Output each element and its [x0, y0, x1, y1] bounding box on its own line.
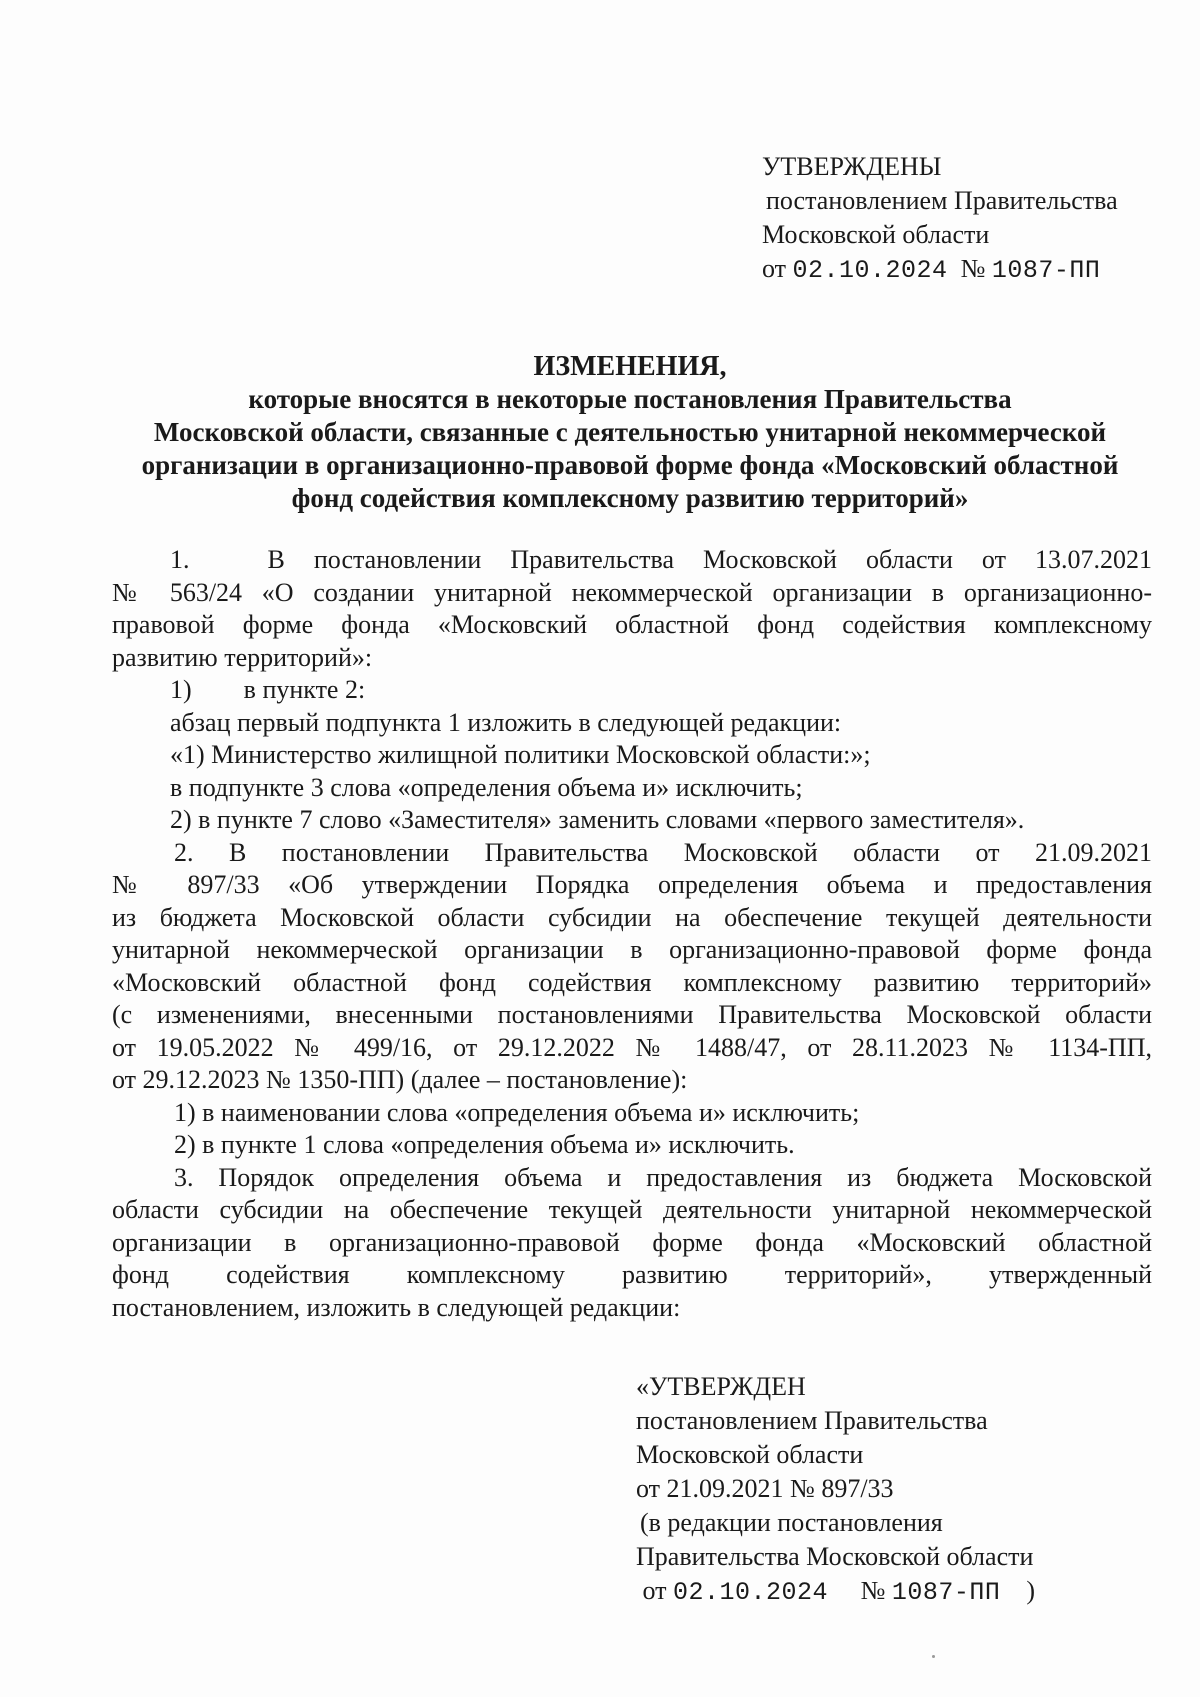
- title-line-1: которые вносятся в некоторые постановления Правительства: [248, 384, 1012, 414]
- p1-line-3: правовой форме фонда «Московский областной фонд содействия комплексному: [112, 610, 1152, 639]
- approval-line-2: Московской области: [762, 220, 990, 249]
- document-body: [112, 544, 1152, 1324]
- p2-line-7: от 19.05.2022 № 499/16, от 29.12.2022 № 1488/47, от 28.11.2023 № 1134-ПП,: [112, 1032, 1152, 1062]
- document-title: [110, 350, 1150, 515]
- approval2-line-1: постановлением Правительства: [636, 1406, 988, 1435]
- p2-item-1: 1) в наименовании слова «определения объема и» исключить;: [174, 1097, 860, 1127]
- title-line-4: фонд содействия комплексному развитию территорий»: [291, 483, 969, 513]
- p1-line-2: № 563/24 «О создании унитарной некоммерческой организации в организационно-: [112, 577, 1152, 607]
- p2-line-6: (с изменениями, внесенными постановлениями Правительства Московской области: [112, 1000, 1152, 1029]
- approval-block: [762, 150, 1118, 288]
- p2-line-4: унитарной некоммерческой организации в организационно-правовой форме фонда: [112, 935, 1152, 964]
- p3-line-2: области субсидии на обеспечение текущей деятельности унитарной некоммерческой: [112, 1195, 1152, 1224]
- p3-line-1: 3. Порядок определения объема и предоставления из бюджета Московской: [174, 1162, 1152, 1192]
- p1-number: 1.: [170, 545, 190, 574]
- approval2-from: от: [642, 1576, 667, 1605]
- p1-sub: [112, 674, 1152, 707]
- approval2-word: «УТВЕРЖДЕН: [636, 1372, 806, 1401]
- p1-item-1: абзац первый подпункта 1 изложить в следующей редакции:: [170, 707, 842, 737]
- p3-line-3: организации в организационно-правовой форме фонда «Московский областной: [112, 1227, 1152, 1257]
- title-line-3: организации в организационно-правовой форме фонда «Московский областной: [141, 450, 1119, 480]
- approval2-number: 1087-ПП: [891, 1578, 1001, 1607]
- p1-line-4: развитию территорий»:: [112, 642, 373, 672]
- p2-line-5: «Московский областной фонд содействия комплексному развитию территорий»: [112, 967, 1152, 997]
- approval2-date: 02.10.2024: [673, 1578, 829, 1607]
- title-line-2: Московской области, связанные с деятельностью унитарной некоммерческой: [153, 417, 1107, 447]
- scan-speck: [932, 1655, 935, 1658]
- p1-item-3: в подпункте 3 слова «определения объема и» исключить;: [170, 772, 803, 802]
- approval-date-line: [762, 252, 1118, 288]
- approval2-close-paren: ): [1026, 1576, 1036, 1605]
- approval2-date-line: [636, 1574, 1035, 1610]
- approval-block-2: [636, 1370, 1035, 1610]
- p3-line-4: фонд содействия комплексному развитию территорий», утвержденный: [112, 1260, 1152, 1289]
- p1-item-4: 2) в пункте 7 слово «Заместителя» заменить словами «первого заместителя».: [170, 805, 1025, 834]
- p3-line-5: постановлением, изложить в следующей редакции:: [112, 1292, 681, 1322]
- p1-sub-text: в пункте 2:: [243, 675, 366, 704]
- approval2-line-4: (в редакции постановления: [640, 1508, 943, 1537]
- approval-line-1: постановлением Правительства: [766, 186, 1118, 215]
- approval-date: 02.10.2024: [792, 256, 948, 285]
- p2-line-1: 2. В постановлении Правительства Московской области от 21.09.2021: [174, 837, 1152, 867]
- p2-line-3: из бюджета Московской области субсидии на обеспечение текущей деятельности: [112, 902, 1152, 932]
- title-main: ИЗМЕНЕНИЯ,: [533, 351, 727, 382]
- p2-item-2: 2) в пункте 1 слова «определения объема и» исключить.: [174, 1130, 795, 1159]
- p1-line-1: 1. В постановлении Правительства Московской области от 13.07.2021: [170, 545, 1152, 574]
- approval-word: УТВЕРЖДЕНЫ: [762, 152, 942, 181]
- p1-sub-number: 1): [170, 675, 192, 704]
- p2-line-8: от 29.12.2023 № 1350-ПП) (далее – постановление):: [112, 1065, 688, 1094]
- approval2-line-2: Московской области: [636, 1440, 864, 1469]
- approval2-line-5: Правительства Московской области: [636, 1542, 1034, 1571]
- p2-line-2: № 897/33 «Об утверждении Порядка определения объема и предоставления: [112, 870, 1152, 899]
- approval-number: 1087-ПП: [991, 256, 1101, 285]
- p1-item-2: «1) Министерство жилищной политики Московской области:»;: [170, 740, 871, 769]
- approval-num-sign: №: [960, 254, 986, 283]
- approval2-num-sign: №: [860, 1576, 886, 1605]
- approval2-line-3: от 21.09.2021 № 897/33: [636, 1474, 894, 1503]
- approval-from: от: [762, 254, 787, 283]
